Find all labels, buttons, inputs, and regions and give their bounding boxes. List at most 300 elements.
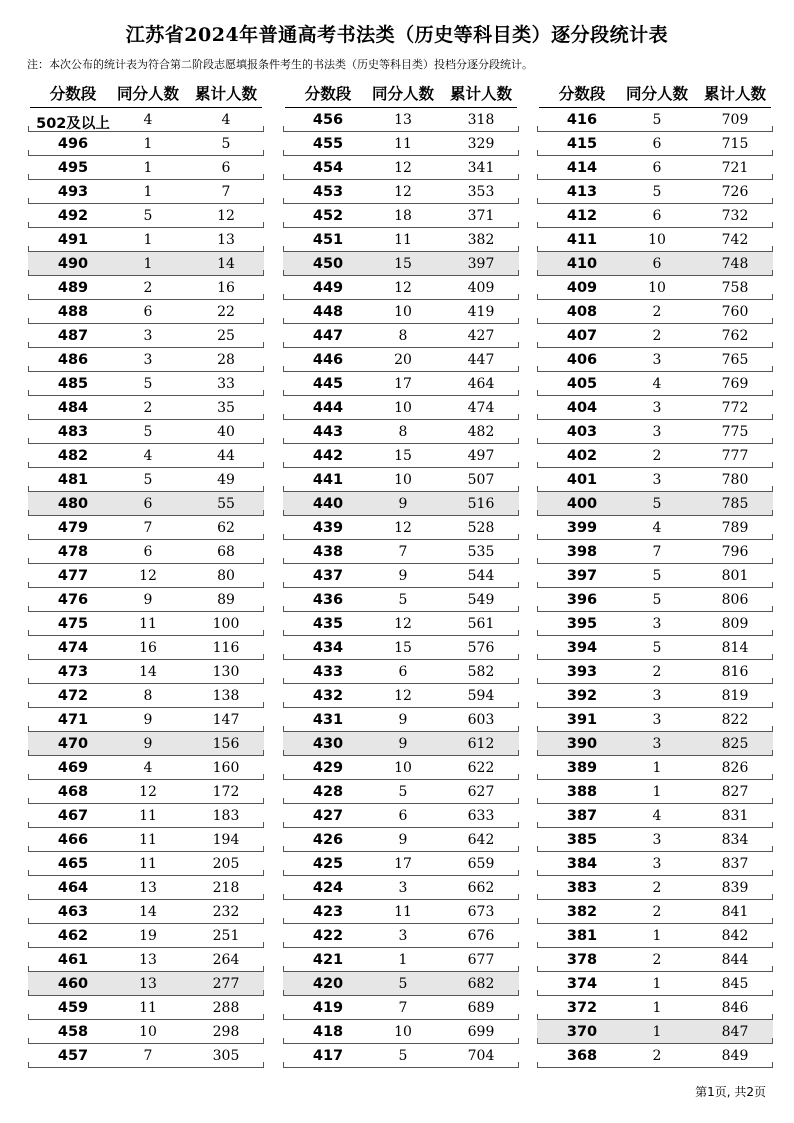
count-cell: 12 [139, 568, 157, 584]
score-cell: 422 [312, 928, 344, 944]
cumulative-cell: 762 [721, 328, 749, 344]
table-row [537, 1020, 773, 1044]
count-cell: 3 [652, 616, 662, 632]
cumulative-cell: 603 [467, 712, 495, 728]
count-cell: 4 [143, 760, 153, 776]
header-count: 同分人数 [371, 85, 434, 103]
score-cell: 425 [312, 856, 344, 872]
table-row [537, 372, 773, 396]
cumulative-cell: 44 [217, 448, 235, 464]
score-cell: 463 [57, 904, 89, 920]
score-cell: 391 [566, 712, 598, 728]
score-cell: 382 [566, 904, 598, 920]
count-cell: 12 [394, 520, 412, 536]
cumulative-cell: 12 [217, 208, 235, 224]
table-row [537, 996, 773, 1020]
table-row [537, 444, 773, 468]
table-row [283, 228, 519, 252]
table-row [283, 468, 519, 492]
count-cell: 3 [398, 928, 408, 944]
table-row [283, 540, 519, 564]
count-cell: 1 [143, 136, 153, 152]
count-cell: 10 [394, 472, 412, 488]
score-cell: 403 [566, 424, 598, 440]
table-header [28, 80, 264, 106]
score-cell: 413 [566, 184, 598, 200]
count-cell: 11 [139, 856, 157, 872]
count-cell: 7 [143, 1048, 153, 1064]
count-cell: 17 [394, 376, 412, 392]
table-row [283, 1044, 519, 1068]
count-cell: 10 [648, 232, 666, 248]
score-cell: 388 [566, 784, 598, 800]
cumulative-cell: 699 [467, 1024, 495, 1040]
score-cell: 489 [57, 280, 89, 296]
count-cell: 10 [648, 280, 666, 296]
score-cell: 487 [57, 328, 89, 344]
cumulative-cell: 760 [721, 304, 749, 320]
score-cell: 451 [312, 232, 344, 248]
table-row [283, 612, 519, 636]
cumulative-cell: 40 [217, 424, 235, 440]
score-cell: 418 [312, 1024, 344, 1040]
score-cell: 398 [566, 544, 598, 560]
header-score: 分数段 [49, 85, 97, 103]
cumulative-cell: 676 [467, 928, 495, 944]
cumulative-cell: 516 [467, 496, 495, 512]
table-row [28, 132, 264, 156]
cumulative-cell: 594 [467, 688, 495, 704]
table-row [28, 900, 264, 924]
table-row [283, 108, 519, 132]
table-row [283, 756, 519, 780]
count-cell: 11 [139, 832, 157, 848]
cumulative-cell: 612 [467, 736, 495, 752]
cumulative-cell: 827 [721, 784, 749, 800]
table-row [537, 396, 773, 420]
score-cell: 445 [312, 376, 344, 392]
count-cell: 9 [143, 736, 153, 752]
table-row [28, 684, 264, 708]
count-cell: 6 [398, 808, 408, 824]
score-cell: 400 [566, 496, 598, 512]
table-row [28, 108, 264, 132]
count-cell: 15 [394, 448, 412, 464]
cumulative-cell: 785 [721, 496, 749, 512]
cumulative-cell: 35 [217, 400, 235, 416]
score-cell: 437 [312, 568, 344, 584]
cumulative-cell: 382 [467, 232, 495, 248]
table-row [28, 156, 264, 180]
score-cell: 469 [57, 760, 89, 776]
table-row [537, 612, 773, 636]
score-cell: 387 [566, 808, 598, 824]
cumulative-cell: 544 [467, 568, 495, 584]
cumulative-cell: 341 [467, 160, 495, 176]
cumulative-cell: 633 [467, 808, 495, 824]
count-cell: 3 [398, 880, 408, 896]
cumulative-cell: 298 [212, 1024, 240, 1040]
cumulative-cell: 474 [467, 400, 495, 416]
table-row [28, 948, 264, 972]
table-row [283, 996, 519, 1020]
table-row [28, 756, 264, 780]
score-cell: 432 [312, 688, 344, 704]
count-cell: 1 [143, 256, 153, 272]
table-note: 注：本次公布的统计表为符合第二阶段志愿填报条件考生的书法类（历史等科目类）投档分逐分段统计。 [27, 58, 533, 71]
count-cell: 13 [139, 952, 157, 968]
cumulative-cell: 826 [721, 760, 749, 776]
score-cell: 439 [312, 520, 344, 536]
score-cell: 459 [57, 1000, 89, 1016]
count-cell: 12 [139, 784, 157, 800]
count-cell: 15 [394, 640, 412, 656]
count-cell: 11 [394, 904, 412, 920]
cumulative-cell: 627 [467, 784, 495, 800]
count-cell: 1 [398, 952, 408, 968]
count-cell: 11 [139, 808, 157, 824]
table-rows [28, 108, 264, 1068]
table-row [283, 300, 519, 324]
table-row [537, 180, 773, 204]
table-row [28, 300, 264, 324]
count-cell: 4 [143, 112, 153, 128]
cumulative-cell: 507 [467, 472, 495, 488]
count-cell: 16 [139, 640, 157, 656]
table-row [28, 444, 264, 468]
score-cell: 480 [57, 496, 89, 512]
cumulative-cell: 49 [217, 472, 235, 488]
table-row [537, 132, 773, 156]
count-cell: 3 [652, 712, 662, 728]
table-row [283, 972, 519, 996]
table-row [283, 252, 519, 276]
cumulative-cell: 775 [721, 424, 749, 440]
cumulative-cell: 831 [721, 808, 749, 824]
cumulative-cell: 772 [721, 400, 749, 416]
table-row [283, 708, 519, 732]
table-row [28, 732, 264, 756]
table-row [28, 588, 264, 612]
score-cell: 456 [312, 112, 344, 128]
score-cell: 397 [566, 568, 598, 584]
table-row [28, 204, 264, 228]
cumulative-cell: 156 [212, 736, 240, 752]
score-cell: 394 [566, 640, 598, 656]
count-cell: 18 [394, 208, 412, 224]
count-cell: 6 [652, 256, 662, 272]
score-cell: 404 [566, 400, 598, 416]
count-cell: 9 [398, 568, 408, 584]
score-cell: 477 [57, 568, 89, 584]
cumulative-cell: 16 [217, 280, 235, 296]
table-row [537, 492, 773, 516]
score-cell: 440 [312, 496, 344, 512]
count-cell: 8 [143, 688, 153, 704]
cumulative-cell: 721 [721, 160, 749, 176]
score-cell: 409 [566, 280, 598, 296]
score-cell: 471 [57, 712, 89, 728]
score-cell: 464 [57, 880, 89, 896]
count-cell: 7 [143, 520, 153, 536]
score-cell: 417 [312, 1048, 344, 1064]
count-cell: 2 [652, 952, 662, 968]
table-row [28, 972, 264, 996]
score-cell: 461 [57, 952, 89, 968]
table-row [283, 372, 519, 396]
count-cell: 11 [139, 1000, 157, 1016]
count-cell: 2 [652, 448, 662, 464]
count-cell: 5 [143, 376, 153, 392]
score-cell: 474 [57, 640, 89, 656]
table-row [28, 660, 264, 684]
table-row [283, 732, 519, 756]
count-cell: 10 [394, 1024, 412, 1040]
cumulative-cell: 849 [721, 1048, 749, 1064]
cumulative-cell: 447 [467, 352, 495, 368]
table-row [283, 276, 519, 300]
count-cell: 9 [143, 712, 153, 728]
score-cell: 470 [57, 736, 89, 752]
cumulative-cell: 147 [212, 712, 240, 728]
table-row [28, 1020, 264, 1044]
count-cell: 14 [139, 904, 157, 920]
table-row [537, 780, 773, 804]
cumulative-cell: 264 [212, 952, 240, 968]
score-cell: 460 [57, 976, 89, 992]
count-cell: 5 [143, 424, 153, 440]
count-cell: 5 [398, 592, 408, 608]
score-cell: 476 [57, 592, 89, 608]
score-cell: 479 [57, 520, 89, 536]
count-cell: 6 [652, 208, 662, 224]
cumulative-cell: 89 [217, 592, 235, 608]
table-row [283, 852, 519, 876]
score-cell: 443 [312, 424, 344, 440]
table-row [283, 828, 519, 852]
count-cell: 5 [652, 112, 662, 128]
score-cell: 491 [57, 232, 89, 248]
count-cell: 10 [394, 304, 412, 320]
count-cell: 5 [398, 1048, 408, 1064]
score-cell: 478 [57, 544, 89, 560]
cumulative-cell: 659 [467, 856, 495, 872]
score-cell: 488 [57, 304, 89, 320]
cumulative-cell: 806 [721, 592, 749, 608]
count-cell: 14 [139, 664, 157, 680]
cumulative-cell: 232 [212, 904, 240, 920]
table-row [28, 516, 264, 540]
cumulative-cell: 777 [721, 448, 749, 464]
cumulative-cell: 305 [212, 1048, 240, 1064]
table-row [28, 780, 264, 804]
count-cell: 1 [143, 160, 153, 176]
cumulative-cell: 80 [217, 568, 235, 584]
score-cell: 405 [566, 376, 598, 392]
count-cell: 8 [398, 328, 408, 344]
cumulative-cell: 183 [212, 808, 240, 824]
cumulative-cell: 822 [721, 712, 749, 728]
score-cell: 434 [312, 640, 344, 656]
score-cell: 416 [566, 112, 598, 128]
table-row [537, 876, 773, 900]
score-cell: 485 [57, 376, 89, 392]
cumulative-cell: 796 [721, 544, 749, 560]
table-header [283, 80, 519, 106]
score-cell: 458 [57, 1024, 89, 1040]
cumulative-cell: 5 [221, 136, 231, 152]
score-cell: 447 [312, 328, 344, 344]
cumulative-cell: 834 [721, 832, 749, 848]
count-cell: 3 [652, 832, 662, 848]
count-cell: 1 [652, 784, 662, 800]
table-row [283, 132, 519, 156]
count-cell: 3 [652, 352, 662, 368]
cumulative-cell: 842 [721, 928, 749, 944]
cumulative-cell: 576 [467, 640, 495, 656]
count-cell: 9 [398, 496, 408, 512]
table-row [283, 180, 519, 204]
count-cell: 2 [652, 904, 662, 920]
score-cell: 393 [566, 664, 598, 680]
table-row [28, 852, 264, 876]
table-row [283, 348, 519, 372]
score-cell: 435 [312, 616, 344, 632]
table-row [537, 948, 773, 972]
count-cell: 19 [139, 928, 157, 944]
score-cell: 441 [312, 472, 344, 488]
score-cell: 428 [312, 784, 344, 800]
table-row [537, 276, 773, 300]
count-cell: 1 [652, 976, 662, 992]
table-row [537, 516, 773, 540]
score-cell: 419 [312, 1000, 344, 1016]
cumulative-cell: 689 [467, 1000, 495, 1016]
score-cell: 492 [57, 208, 89, 224]
table-row [28, 372, 264, 396]
table-row [28, 828, 264, 852]
count-cell: 12 [394, 688, 412, 704]
score-cell: 412 [566, 208, 598, 224]
table-row [283, 516, 519, 540]
score-cell: 427 [312, 808, 344, 824]
cumulative-cell: 673 [467, 904, 495, 920]
score-cell: 467 [57, 808, 89, 824]
table-row [28, 612, 264, 636]
count-cell: 5 [652, 184, 662, 200]
score-cell: 450 [312, 256, 344, 272]
table-row [537, 828, 773, 852]
table-row [537, 420, 773, 444]
header-score: 分数段 [558, 85, 606, 103]
cumulative-cell: 205 [212, 856, 240, 872]
table-row [537, 1044, 773, 1068]
count-cell: 12 [394, 616, 412, 632]
cumulative-cell: 549 [467, 592, 495, 608]
table-row [28, 324, 264, 348]
count-cell: 1 [652, 1000, 662, 1016]
table-row [283, 324, 519, 348]
score-cell: 389 [566, 760, 598, 776]
header-cumulative: 累计人数 [194, 85, 257, 103]
score-cell: 490 [57, 256, 89, 272]
count-cell: 9 [398, 832, 408, 848]
count-cell: 9 [398, 736, 408, 752]
table-row [537, 204, 773, 228]
cumulative-cell: 809 [721, 616, 749, 632]
count-cell: 5 [398, 784, 408, 800]
score-cell: 390 [566, 736, 598, 752]
cumulative-cell: 22 [217, 304, 235, 320]
score-cell: 401 [566, 472, 598, 488]
cumulative-cell: 769 [721, 376, 749, 392]
cumulative-cell: 662 [467, 880, 495, 896]
score-cell: 433 [312, 664, 344, 680]
table-row [283, 1020, 519, 1044]
cumulative-cell: 715 [721, 136, 749, 152]
count-cell: 3 [652, 688, 662, 704]
table-row [283, 564, 519, 588]
count-cell: 6 [143, 304, 153, 320]
table-row [283, 804, 519, 828]
count-cell: 12 [394, 184, 412, 200]
count-cell: 1 [652, 760, 662, 776]
table-row [537, 468, 773, 492]
count-cell: 3 [143, 352, 153, 368]
count-cell: 3 [652, 424, 662, 440]
score-cell: 475 [57, 616, 89, 632]
count-cell: 17 [394, 856, 412, 872]
cumulative-cell: 742 [721, 232, 749, 248]
header-count: 同分人数 [116, 85, 179, 103]
table-rows [283, 108, 519, 1068]
score-cell: 462 [57, 928, 89, 944]
count-cell: 6 [143, 544, 153, 560]
table-row [283, 780, 519, 804]
cumulative-cell: 33 [217, 376, 235, 392]
cumulative-cell: 277 [212, 976, 240, 992]
score-cell: 457 [57, 1048, 89, 1064]
table-row [283, 684, 519, 708]
header-cumulative: 累计人数 [449, 85, 512, 103]
cumulative-cell: 682 [467, 976, 495, 992]
count-cell: 5 [652, 592, 662, 608]
cumulative-cell: 642 [467, 832, 495, 848]
score-cell: 415 [566, 136, 598, 152]
score-cell: 395 [566, 616, 598, 632]
cumulative-cell: 13 [217, 232, 235, 248]
count-cell: 7 [652, 544, 662, 560]
cumulative-cell: 814 [721, 640, 749, 656]
table-row [28, 420, 264, 444]
score-cell: 454 [312, 160, 344, 176]
cumulative-cell: 318 [467, 112, 495, 128]
score-cell: 424 [312, 880, 344, 896]
score-cell: 496 [57, 136, 89, 152]
table-row [28, 468, 264, 492]
table-header [537, 80, 773, 106]
count-cell: 3 [652, 736, 662, 752]
cumulative-cell: 845 [721, 976, 749, 992]
cumulative-cell: 846 [721, 1000, 749, 1016]
count-cell: 5 [143, 208, 153, 224]
count-cell: 5 [143, 472, 153, 488]
count-cell: 5 [652, 640, 662, 656]
score-cell: 396 [566, 592, 598, 608]
count-cell: 7 [398, 1000, 408, 1016]
table-row [537, 972, 773, 996]
table-row [537, 156, 773, 180]
